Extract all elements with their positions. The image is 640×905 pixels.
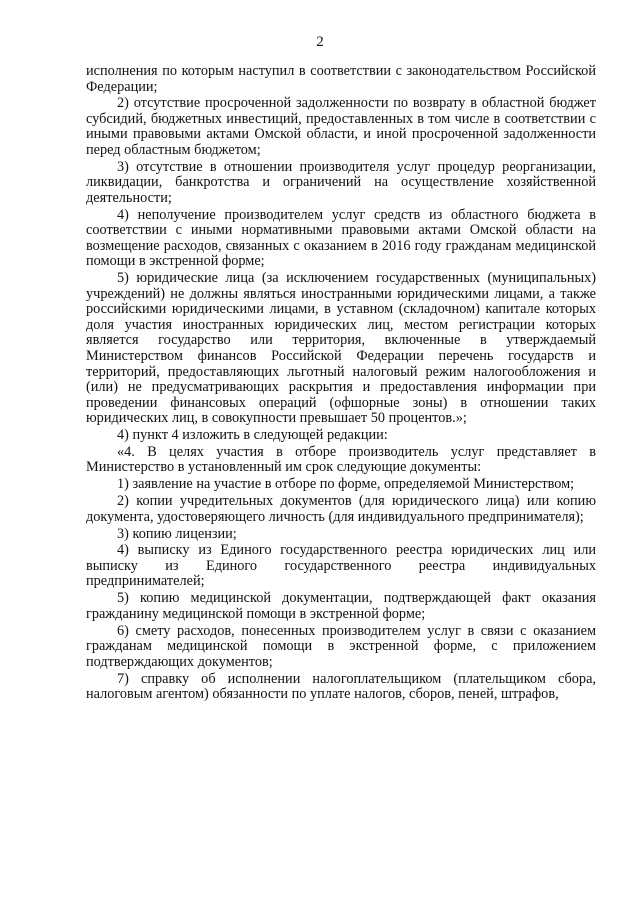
document-body <box>86 64 596 704</box>
paragraph-item-5-legal-entities: 5) юридические лица (за исключением государственных (муниципальных) учреждений) не должны являться иностранными юридическими лицами, а также российскими юридическими лицами, в уставном (складочном) капитале которых доля участия иностранных юридических лиц, местом регистрации которых является государство или территория, включенные в утверждаемый Министерством финансов Российской Федерации перечень государств и территорий, предоставляющих льготный налоговый режим налогообложения и (или) не предусматривающих раскрытия и предоставления информации при проведении финансовых операций (офшорные зоны) в отношении таких юридических лиц, в совокупности превышает 50 процентов.»; <box>86 270 596 427</box>
paragraph-item-4-no-funds: 4) неполучение производителем услуг средств из областного бюджета в соответствии с иными нормативными правовыми актами Омской области на возмещение расходов, связанных с оказанием в 2016 году гражданам медицинской помощи в экстренной форме; <box>86 206 596 270</box>
paragraph-amendment-point-4: 4) пункт 4 изложить в следующей редакции: <box>117 427 388 444</box>
paragraph-doc-registry-extract: 4) выписку из Единого государственного реестра юридических лиц или выписку из Единого государственного реестра индивидуальных предпринимателей; <box>86 542 596 590</box>
paragraph-point-4-intro: «4. В целях участия в отборе производитель услуг представляет в Министерство в установленный им срок следующие документы: <box>86 443 596 476</box>
paragraph-item-2-no-debt: 2) отсутствие просроченной задолженности по возврату в областной бюджет субсидий, бюджетных инвестиций, предоставленных в том числе в соответствии с иными правовыми актами Омской области, и иной просроченной задолженности перед областным бюджетом; <box>86 95 596 159</box>
paragraph-doc-application: 1) заявление на участие в отборе по форме, определяемой Министерством; <box>117 476 575 493</box>
paragraph-doc-tax-certificate: 7) справку об исполнении налогоплательщиком (плательщиком сбора, налоговым агентом) обязанности по уплате налогов, сборов, пеней, штрафов, <box>86 670 596 703</box>
paragraph-doc-license: 3) копию лицензии; <box>117 525 237 542</box>
paragraph-doc-medical-records: 5) копию медицинской документации, подтверждающей факт оказания гражданину медицинской помощи в экстренной форме; <box>86 590 596 622</box>
paragraph-item-3-no-liquidation: 3) отсутствие в отношении производителя услуг процедур реорганизации, ликвидации, банкротства и ограничений на осуществление хозяйственной деятельности; <box>86 158 596 206</box>
paragraph-doc-founding-documents: 2) копии учредительных документов (для юридического лица) или копию документа, удостоверяющего личность (для индивидуального предпринимателя); <box>86 493 596 525</box>
page-number: 2 <box>316 34 324 50</box>
paragraph-continuation: исполнения по которым наступил в соответствии с законодательством Российской Федерации; <box>86 63 596 95</box>
paragraph-doc-expense-estimate: 6) смету расходов, понесенных производителем услуг в связи с оказанием гражданам медицинской помощи в экстренной форме, с приложением подтверждающих документов; <box>86 622 596 670</box>
